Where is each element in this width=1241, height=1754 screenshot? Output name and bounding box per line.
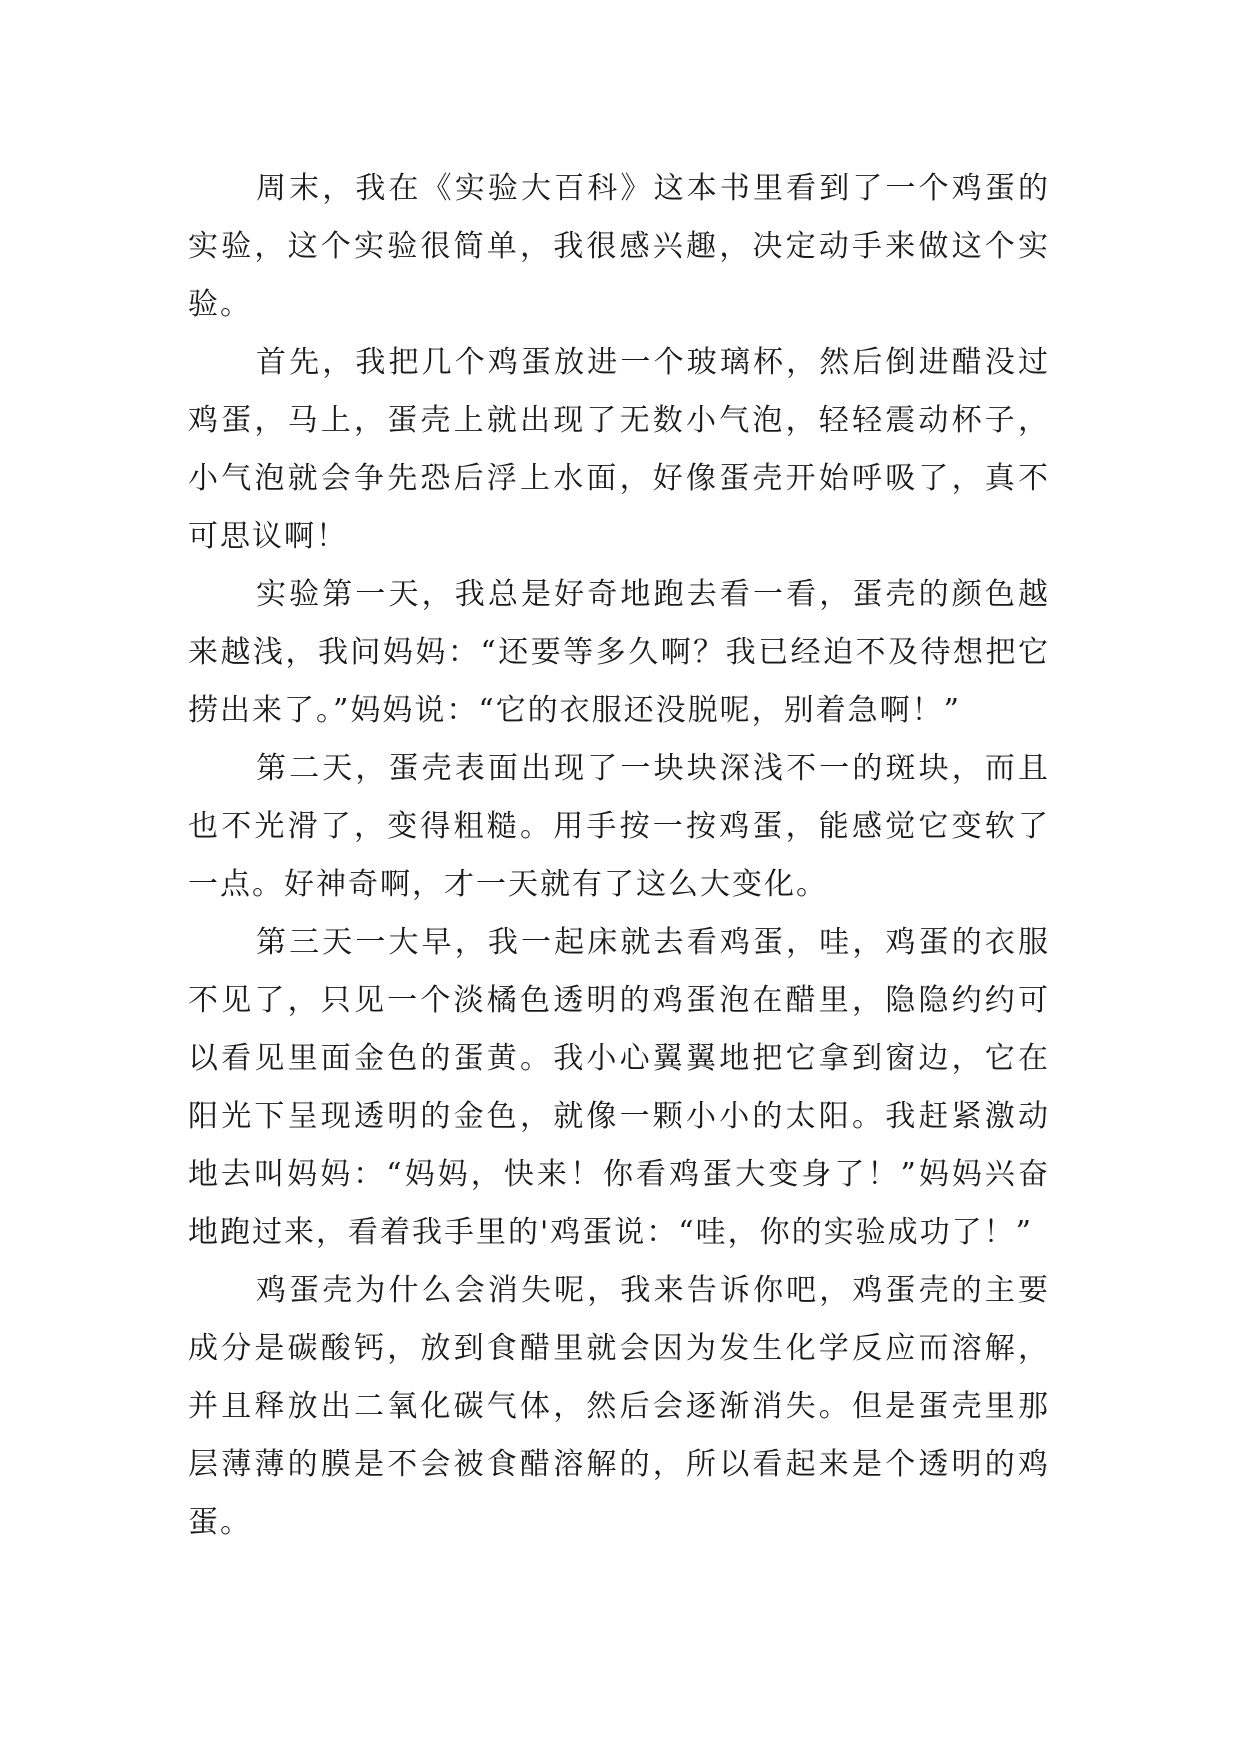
paragraph-intro: 周末，我在《实验大百科》这本书里看到了一个鸡蛋的实验，这个实验很简单，我很感兴趣，决定动手来做这个实验。 (188, 171, 1050, 322)
paragraph-first-step: 首先，我把几个鸡蛋放进一个玻璃杯，然后倒进醋没过鸡蛋，马上，蛋壳上就出现了无数小气泡，轻轻震动杯子，小气泡就会争先恐后浮上水面，好像蛋壳开始呼吸了，真不可思议啊！ (188, 345, 1050, 554)
paragraph-explanation: 鸡蛋壳为什么会消失呢，我来告诉你吧，鸡蛋壳的主要成分是碳酸钙，放到食醋里就会因为发生化学反应而溶解，并且释放出二氧化碳气体，然后会逐渐消失。但是蛋壳里那层薄薄的膜是不会被食醋溶解的，所以看起来是个透明的鸡蛋。 (188, 1273, 1050, 1540)
document-body (188, 160, 1050, 1552)
paragraph-day-one: 实验第一天，我总是好奇地跑去看一看，蛋壳的颜色越来越浅，我问妈妈：“还要等多久啊？我已经迫不及待想把它捞出来了。”妈妈说：“它的衣服还没脱呢，别着急啊！” (188, 577, 1050, 728)
paragraph-day-two: 第二天，蛋壳表面出现了一块块深浅不一的斑块，而且也不光滑了，变得粗糙。用手按一按鸡蛋，能感觉它变软了一点。好神奇啊，才一天就有了这么大变化。 (188, 751, 1050, 902)
paragraph-day-three: 第三天一大早，我一起床就去看鸡蛋，哇，鸡蛋的衣服不见了，只见一个淡橘色透明的鸡蛋泡在醋里，隐隐约约可以看见里面金色的蛋黄。我小心翼翼地把它拿到窗边，它在阳光下呈现透明的金色，就像一颗小小的太阳。我赶紧激动地去叫妈妈：“妈妈，快来！你看鸡蛋大变身了！”妈妈兴奋地跑过来，看着我手里的'鸡蛋说：“哇，你的实验成功了！” (188, 925, 1050, 1250)
